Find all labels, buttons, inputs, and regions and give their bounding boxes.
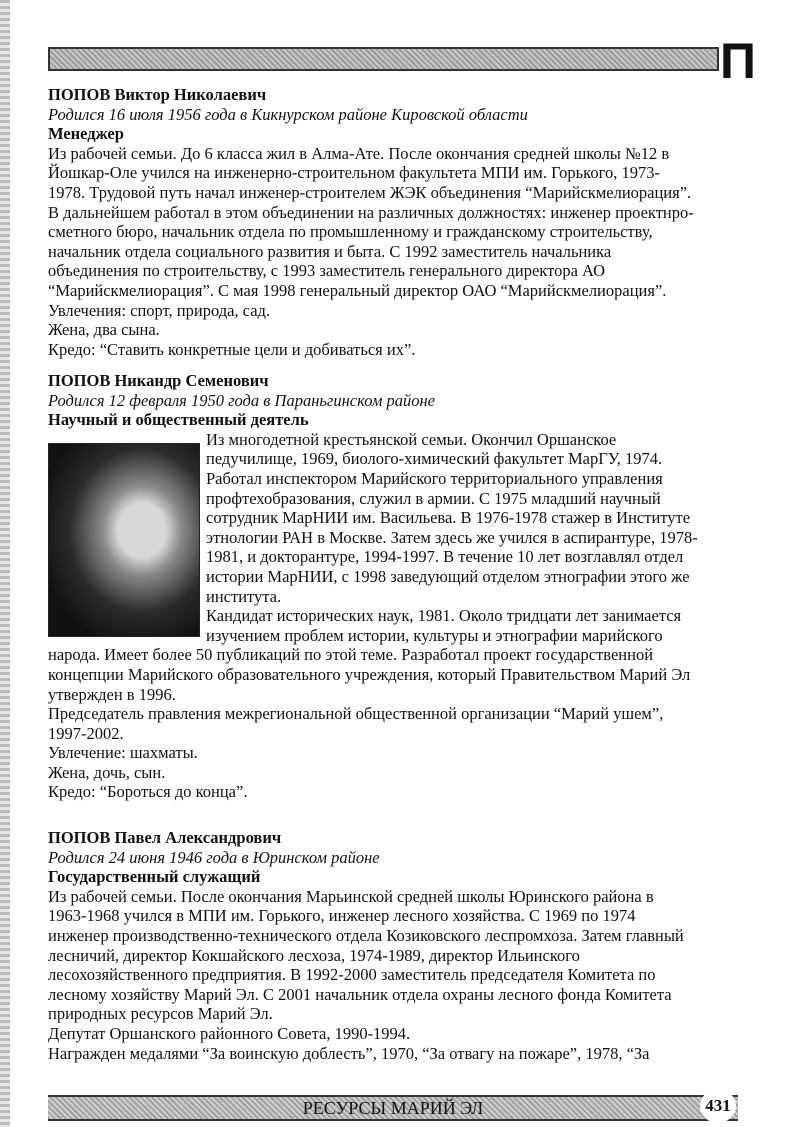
text-line: лесохозяйственного предприятия. В 1992-2000 заместитель председателя Комитета по — [48, 965, 656, 985]
entry-body — [48, 645, 768, 802]
text-line: истории МарНИИ, с 1998 заведующий отделом этнографии этого же — [206, 566, 690, 586]
entry-popov-pavel — [48, 828, 768, 1063]
entry-name: ПОПОВ Никандр Семенович — [48, 371, 269, 390]
entry-role: Научный и общественный деятель — [48, 410, 309, 430]
text-line: 1963-1968 учился в МПИ им. Горького, инженер лесного хозяйства. С 1969 по 1974 — [48, 906, 636, 926]
entry-body-beside-photo — [206, 430, 768, 646]
text-line: 1978. Трудовой путь начал инженер-строителем ЖЭК объединения “Марийскмелиорация”. — [48, 182, 692, 202]
text-line: народа. Имеет более 50 публикаций по этой теме. Разработал проект государственной — [48, 645, 654, 665]
footer-title: РЕСУРСЫ МАРИЙ ЭЛ — [302, 1098, 484, 1118]
page-number: 431 — [700, 1089, 736, 1123]
text-line: Из рабочей семьи. До 6 класса жил в Алма-Ате. После окончания средней школы №12 в — [48, 143, 670, 163]
text-line: Депутат Оршанского районного Совета, 1990-1994. — [48, 1023, 411, 1043]
text-line: Увлечение: шахматы. — [48, 743, 198, 763]
text-line: изучением проблем истории, культуры и этнографии марийского — [206, 625, 663, 645]
text-line: Из многодетной крестьянской семьи. Окончил Оршанское — [206, 429, 617, 449]
text-line: 1997-2002. — [48, 723, 124, 743]
text-line: Увлечения: спорт, природа, сад. — [48, 300, 271, 320]
text-line: сотрудник МарНИИ им. Васильева. В 1976-1978 стажер в Институте — [206, 508, 691, 528]
text-line: Кредо: “Бороться до конца”. — [48, 782, 248, 802]
entry-role: Менеджер — [48, 124, 124, 144]
entry-role: Государственный служащий — [48, 867, 261, 887]
text-line: лесному хозяйству Марий Эл. С 2001 начальник отдела охраны лесного фонда Комитета — [48, 984, 672, 1004]
text-line: концепции Марийского образовательного учреждения, который Правительством Марий Эл — [48, 664, 691, 684]
header-bar — [48, 47, 719, 71]
text-line: 1981, и докторантуре, 1994-1997. В течение 10 лет возглавлял отдел — [206, 547, 684, 567]
text-line: этнологии РАН в Москве. Затем здесь же учился в аспирантуре, 1978- — [206, 527, 698, 547]
entry-body — [48, 887, 768, 1063]
text-line: Йошкар-Оле учился на инженерно-строительном факультета МПИ им. Горького, 1973- — [48, 163, 660, 183]
text-line: утвержден в 1996. — [48, 684, 176, 704]
text-line: Кредо: “Ставить конкретные цели и добиваться их”. — [48, 339, 416, 359]
text-line: профтехобразования, служил в армии. С 1975 младший научный — [206, 488, 661, 508]
entry-birth: Родился 12 февраля 1950 года в Параньгинском районе — [48, 390, 435, 410]
entry-body — [48, 144, 768, 360]
text-line: Жена, два сына. — [48, 320, 160, 340]
entry-name: ПОПОВ Виктор Николаевич — [48, 85, 267, 104]
text-line: Председатель правления межрегиональной общественной организации “Марий ушем”, — [48, 704, 664, 724]
text-line: “Марийскмелиорация”. С мая 1998 генеральный директор ОАО “Марийскмелиорация”. — [48, 280, 667, 300]
text-line: Жена, дочь, сын. — [48, 762, 166, 782]
text-line: Работал инспектором Марийского территориального управления — [206, 468, 663, 488]
text-line: начальник отдела социального развития и быта. С 1992 заместитель начальника — [48, 241, 612, 261]
entry-name: ПОПОВ Павел Александрович — [48, 828, 282, 847]
text-line: В дальнейшем работал в этом объединении на различных должностях: инженер проектнро- — [48, 202, 694, 222]
text-line: инженер производственно-технического отдела Козиковского леспромхоза. Затем главный — [48, 925, 684, 945]
text-line: сметного бюро, начальник отдела по промышленному и гражданскому строительству, — [48, 222, 653, 242]
footer-bar — [48, 1095, 738, 1121]
text-line: педучилище, 1969, биолого-химический факультет МарГУ, 1974. — [206, 449, 663, 469]
entry-birth: Родился 16 июля 1956 года в Кикнурском районе Кировской области — [48, 104, 528, 124]
section-letter: П — [720, 33, 756, 89]
portrait-photo — [48, 443, 200, 637]
text-line: природных ресурсов Марий Эл. — [48, 1004, 273, 1024]
entry-birth: Родился 24 июня 1946 года в Юринском районе — [48, 847, 380, 867]
book-spine-edge — [0, 0, 10, 1127]
entry-popov-viktor — [48, 85, 768, 359]
text-line: института. — [206, 586, 282, 606]
text-line: Кандидат исторических наук, 1981. Около тридцати лет занимается — [206, 606, 682, 626]
text-line: Награжден медалями “За воинскую доблесть”, 1970, “За отвагу на пожаре”, 1978, “За — [48, 1043, 650, 1063]
text-line: Из рабочей семьи. После окончания Марьинской средней школы Юринского района в — [48, 886, 654, 906]
text-line: лесничий, директор Кокшайского лесхоза, 1974-1989, директор Ильинского — [48, 945, 580, 965]
text-line: объединения по строительству, с 1993 заместитель генерального директора АО — [48, 261, 606, 281]
